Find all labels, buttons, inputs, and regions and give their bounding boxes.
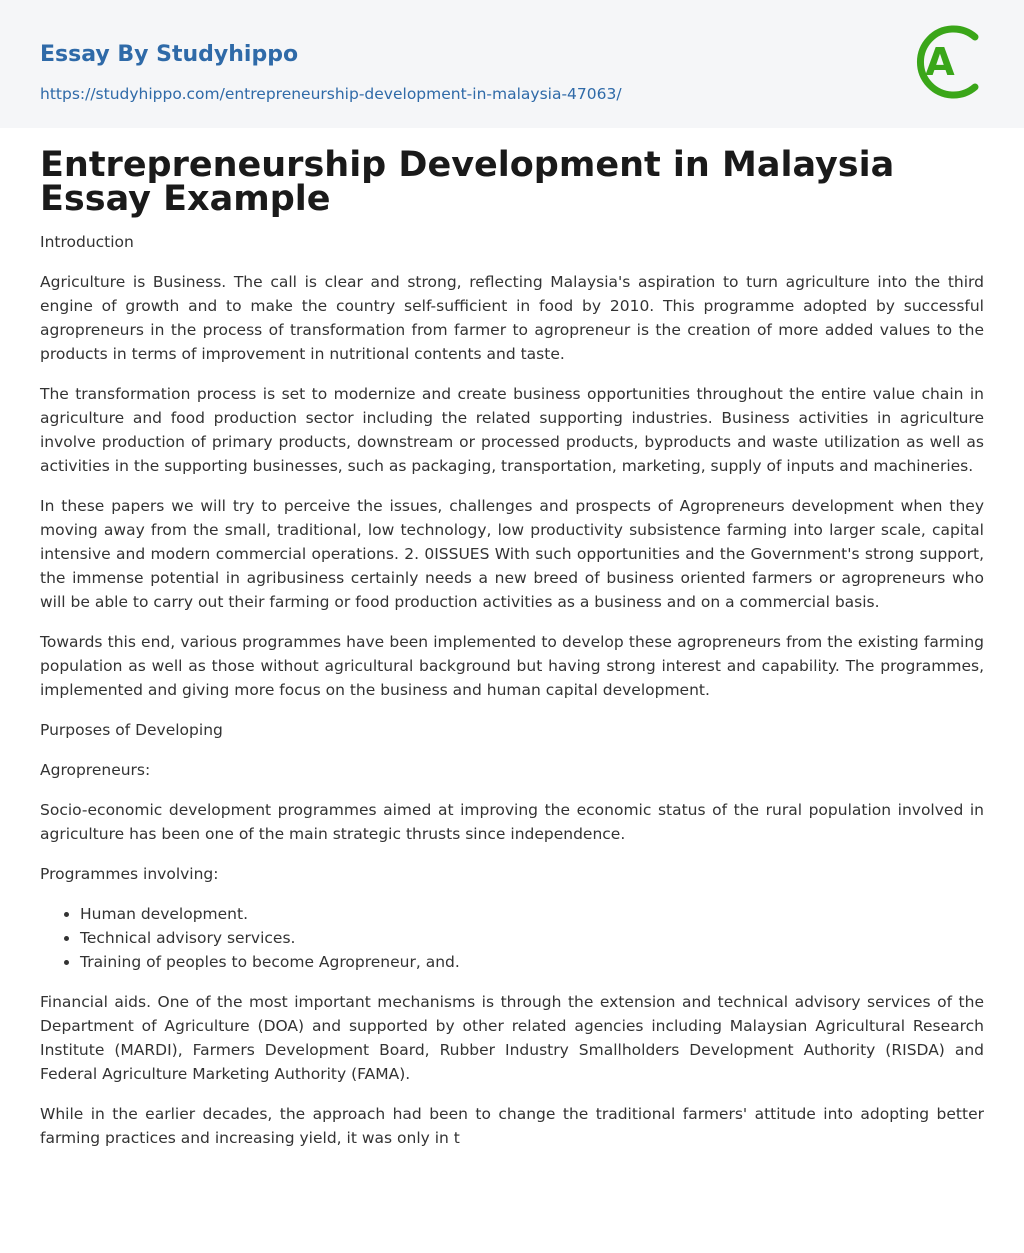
paragraph-1: Agriculture is Business. The call is clear and strong, reflecting Malaysia's aspiration to turn agriculture into the third engine of growth and to make the country self-sufficient in food by 2010. This programme adopted by successful agropreneurs in the process of transformation from farmer to agropreneur is the creation of more added values to the products in terms of improvement in nutritional contents and taste. — [40, 273, 984, 363]
paragraph-5: Socio-economic development programmes aimed at improving the economic status of the rural population involved in agriculture has been one of the main strategic thrusts since independence. — [40, 801, 984, 843]
section-label-agropreneurs: Agropreneurs: — [40, 761, 151, 779]
paragraph-2: The transformation process is set to modernize and create business opportunities throughout the entire value chain in agriculture and food production sector including the related supporting industries. Business activities in agriculture involve production of primary products, downstream or processed products, byproducts and waste utilization as well as activities in the supporting businesses, such as packaging, transportation, marketing, supply of inputs and machineries. — [40, 385, 984, 475]
paragraph-3: In these papers we will try to perceive the issues, challenges and prospects of Agropreneurs development when they moving away from the small, traditional, low technology, low productivity subsistence farming into larger scale, capital intensive and modern commercial operations. 2. 0ISSUES With such opportunities and the Government's strong support, the immense potential in agribusiness certainly needs a new breed of business oriented farmers or agropreneurs who will be able to carry out their farming or food production activities as a business and on a commercial basis. — [40, 497, 984, 611]
paragraph-6: Financial aids. One of the most important mechanisms is through the extension and technical advisory services of the Department of Agriculture (DOA) and supported by other related agencies including Malaysian Agricultural Research Institute (MARDI), Farmers Development Board, Rubber Industry Smallholders Development Authority (RISDA) and Federal Agriculture Marketing Authority (FAMA). — [40, 993, 984, 1083]
list-item: • Technical advisory services. — [80, 926, 984, 950]
section-label-introduction: Introduction — [40, 233, 134, 251]
paragraph-7: While in the earlier decades, the approach had been to change the traditional farmers' attitude into adopting better farming practices and increasing yield, it was only in t — [40, 1105, 984, 1147]
essay-content — [0, 128, 1024, 1150]
page-title: Entrepreneurship Development in Malaysia Essay Example — [40, 145, 895, 219]
section-label-purposes: Purposes of Developing — [40, 721, 223, 739]
brand-title[interactable]: Essay By Studyhippo — [40, 42, 299, 67]
programmes-list — [40, 902, 984, 974]
site-header — [0, 0, 1024, 128]
section-label-programmes: Programmes involving: — [40, 865, 219, 883]
list-item: • Training of peoples to become Agropreneur, and. — [80, 950, 984, 974]
list-item: • Human development. — [80, 902, 984, 926]
paragraph-4: Towards this end, various programmes have been implemented to develop these agropreneurs from the existing farming population as well as those without agricultural background but having strong interest and capability. The programmes, implemented and giving more focus on the business and human capital development. — [40, 633, 984, 699]
studyhippo-logo-icon[interactable] — [913, 19, 987, 105]
source-url-link[interactable]: https://studyhippo.com/entrepreneurship-development-in-malaysia-47063/ — [40, 85, 622, 103]
logo-letter: A — [925, 40, 955, 84]
